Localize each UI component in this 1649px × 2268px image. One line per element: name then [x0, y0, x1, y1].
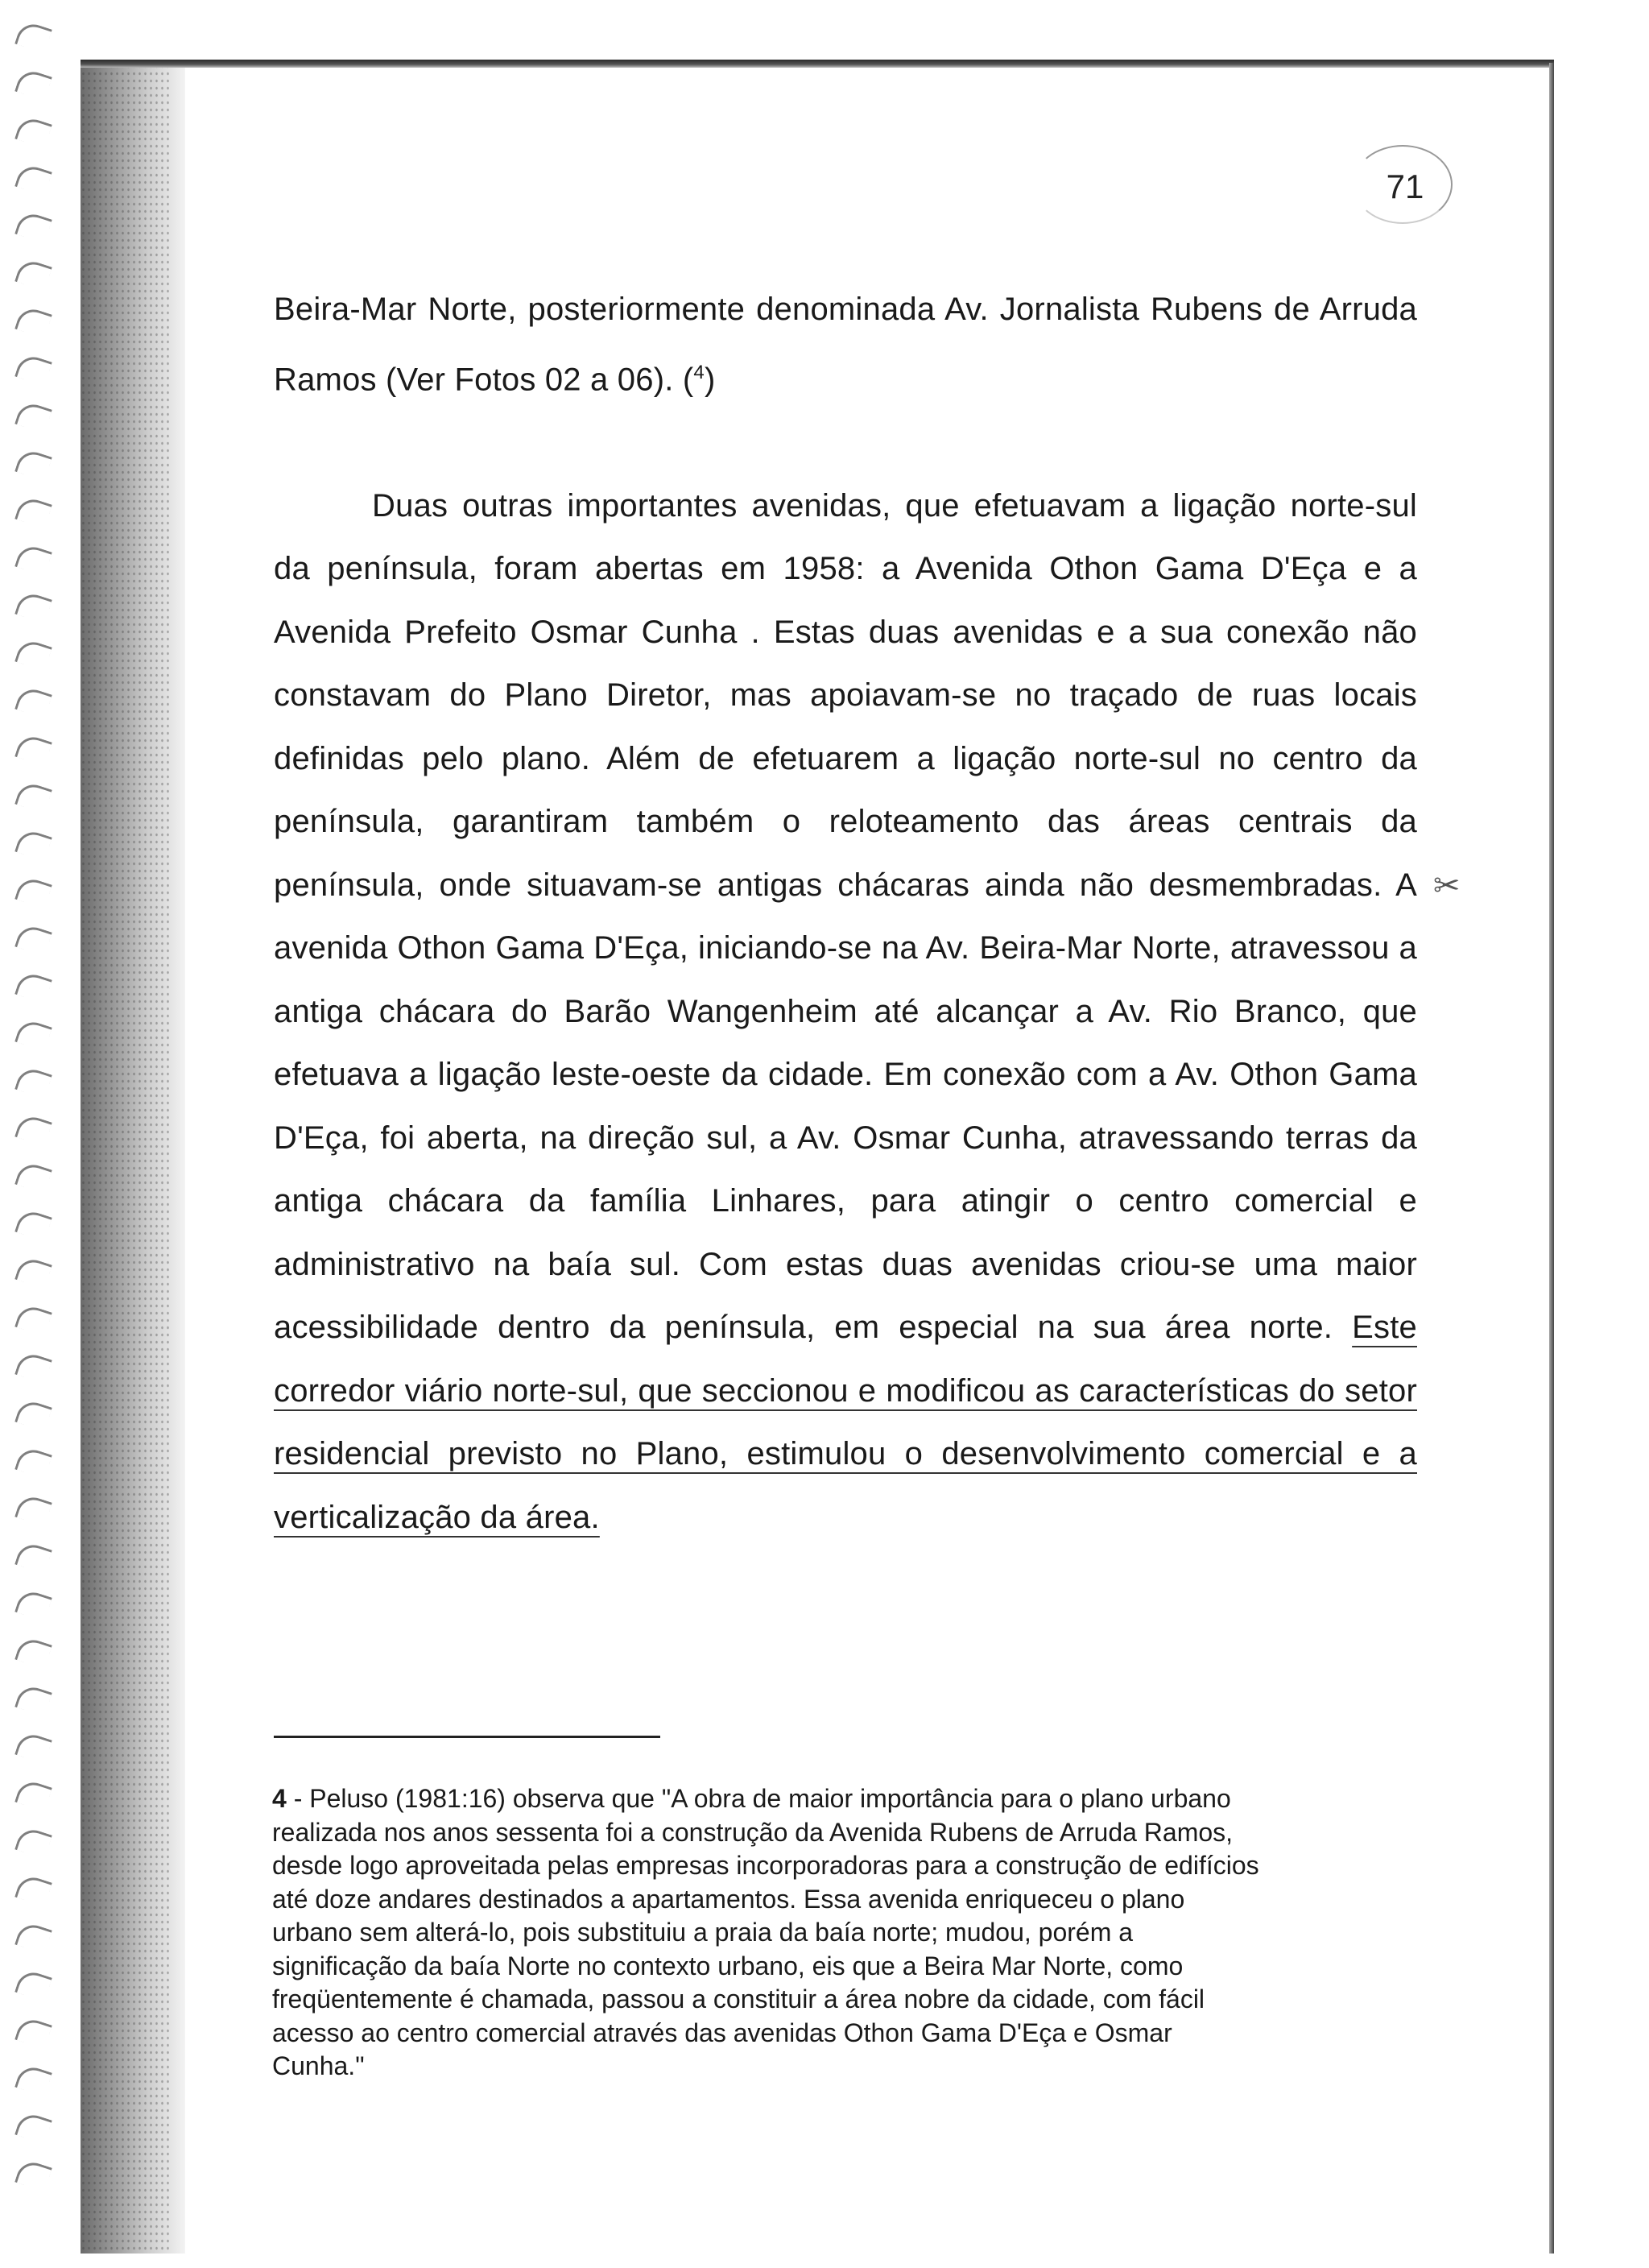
binding-ring [14, 68, 52, 101]
binding-ring [14, 400, 52, 434]
binding-ring [14, 1208, 52, 1242]
binding-ring [14, 875, 52, 909]
binding-ring [14, 1256, 52, 1289]
binding-ring [14, 1351, 52, 1384]
scissors-icon: ✂ [1433, 868, 1461, 904]
binding-ring [14, 1446, 52, 1480]
binding-ring [14, 1493, 52, 1527]
binding-ring [14, 1018, 52, 1052]
body-text [274, 278, 1417, 1549]
binding-ring [14, 1873, 52, 1907]
binding-ring [14, 1921, 52, 1955]
binding-ring [14, 2063, 52, 2097]
binding-ring [14, 2111, 52, 2145]
binding-ring [14, 1683, 52, 1717]
binding-ring [14, 163, 52, 197]
binding-ring [14, 305, 52, 339]
paragraph-2 [274, 474, 1417, 1550]
binding-ring [14, 115, 52, 149]
binding-ring [14, 1398, 52, 1432]
binding-ring [14, 1303, 52, 1337]
binding-ring [14, 1161, 52, 1194]
binding-ring [14, 780, 52, 814]
binding-ring [14, 733, 52, 767]
binding-ring [14, 971, 52, 1004]
page-number: 71 [1386, 168, 1424, 205]
binding-ring [14, 543, 52, 577]
footnote-number: 4 [272, 1784, 287, 1813]
page-right-edge [1549, 63, 1554, 2254]
binding-ring [14, 1066, 52, 1099]
binding-ring [14, 2158, 52, 2192]
binding-ring [14, 685, 52, 719]
binding-ring [14, 923, 52, 957]
note-open: ( [673, 361, 694, 397]
spiral-binding-rings [18, 24, 66, 2247]
binding-ring [14, 1541, 52, 1575]
paragraph-1-text: Beira-Mar Norte, posteriormente denominada Av. Jornalista Rubens de Arruda Ramos (Ver Fotos 02 a 06). [274, 292, 1417, 397]
binding-ring [14, 590, 52, 624]
footnote-divider [274, 1736, 660, 1738]
binding-ring [14, 1731, 52, 1765]
binding-ring [14, 210, 52, 244]
footnote-text: - Peluso (1981:16) observa que "A obra de maior importância para o plano urbano realizada nos anos sessenta foi a construção da Avenida Rubens de Arruda Ramos, desde logo aproveitada pelas empresas incorporadoras para a construção de edifícios até doze andares destinados a apartamentos. Essa avenida enriqueceu o plano urbano sem alterá-lo, pois substituiu a praia da baía norte; mudou, porém a significação da baía Norte no contexto urbano, eis que a Beira Mar Norte, como freqüentemente é chamada, passou a constituir a área nobre da cidade, com fácil acesso ao centro comercial através das avenidas Othon Gama D'Eça e Osmar Cunha." [272, 1784, 1259, 2080]
footnote [272, 1782, 1263, 2084]
binding-ring [14, 353, 52, 387]
binding-ring [14, 20, 52, 54]
paragraph-1 [274, 278, 1417, 411]
note-close: ) [704, 361, 716, 397]
binding-ring [14, 828, 52, 862]
page-top-edge [81, 60, 1554, 68]
binding-ring [14, 495, 52, 529]
binding-ring [14, 1636, 52, 1670]
binding-ring [14, 448, 52, 482]
binding-ring [14, 1113, 52, 1147]
binding-ring [14, 1826, 52, 1860]
binding-ring [14, 1968, 52, 2002]
binding-ring [14, 2016, 52, 2050]
underlined-passage: Este corredor viário norte-sul, que seccionou e modificou as características do setor residencial previsto no Plano, estimulou o desenvolvimento comercial e a verticalização da área. [274, 1310, 1417, 1535]
binding-ring [14, 1778, 52, 1812]
binding-ring [14, 638, 52, 672]
footnote-reference[interactable]: 4 [693, 361, 705, 383]
binding-ring [14, 1588, 52, 1622]
binding-texture [81, 63, 169, 2254]
binding-ring [14, 258, 52, 292]
paragraph-2-text: Duas outras importantes avenidas, que efetuavam a ligação norte-sul da península, foram abertas em 1958: a Avenida Othon Gama D'Eça e a Avenida Prefeito Osmar Cunha . Estas duas avenidas e a sua conexão não constavam do Plano Diretor, mas apoiavam-se no traçado de ruas locais definidas pelo plano. Além de efetuarem a ligação norte-sul no centro da península, garantiram também o reloteamento das áreas centrais da península, onde situavam-se antigas chácaras ainda não desmembradas. A avenida Othon Gama D'Eça, iniciando-se na Av. Beira-Mar Norte, atravessou a antiga chácara do Barão Wangenheim até alcançar a Av. Rio Branco, que efetuava a ligação leste-oeste da cidade. Em conexão com a Av. Othon Gama D'Eça, foi aberta, na direção sul, a Av. Osmar Cunha, atravessando terras da antiga chácara da família Linhares, para atingir o centro comercial e administrativo na baía sul. Com estas duas avenidas criou-se uma maior acessibilidade dentro da península, em especial na sua área norte. [274, 487, 1417, 1346]
